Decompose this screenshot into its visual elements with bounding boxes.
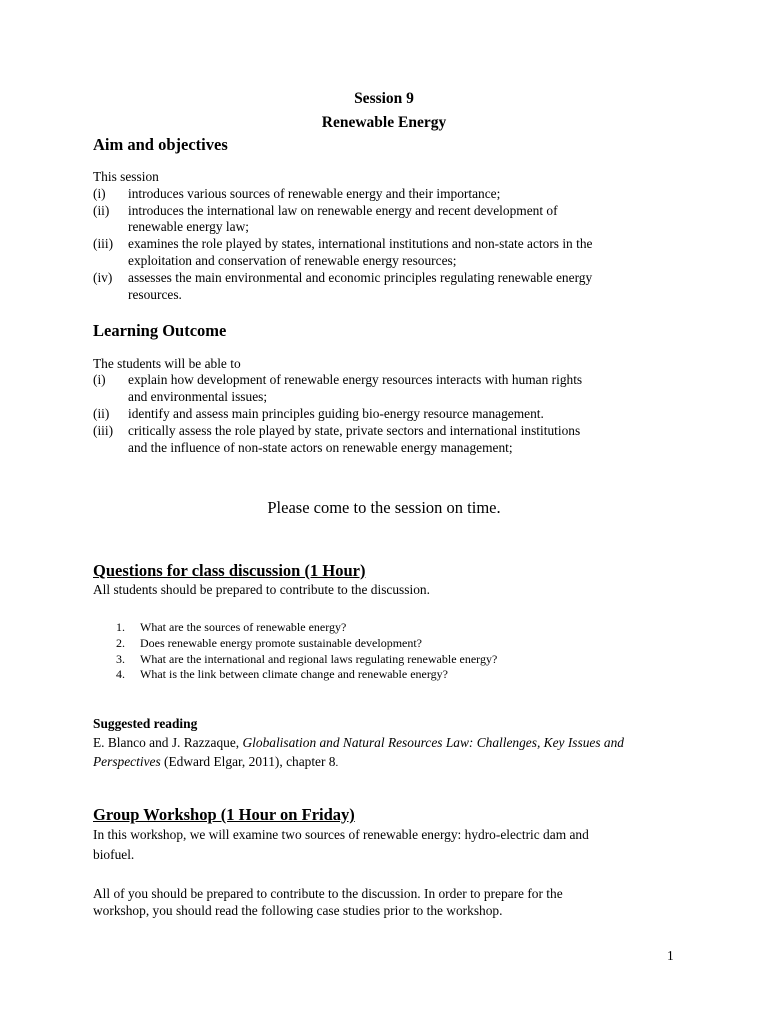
outcome-item-2-num: (ii)	[93, 406, 110, 421]
reading-citation-line1	[93, 735, 624, 751]
outcome-item-3-text-cont: and the influence of non-state actors on renewable energy management;	[128, 440, 513, 455]
aims-intro: This session	[93, 169, 159, 184]
question-3-num: 3.	[116, 652, 125, 666]
workshop-para2-line2: workshop, you should read the following case studies prior to the workshop.	[93, 903, 503, 918]
aims-item-4-text: assesses the main environmental and economic principles regulating renewable energy	[128, 270, 593, 285]
aims-item-3-num: (iii)	[93, 236, 114, 251]
discussion-intro: All students should be prepared to contribute to the discussion.	[93, 582, 430, 597]
question-4-num: 4.	[116, 667, 125, 681]
aims-item-2-text-cont: renewable energy law;	[128, 219, 249, 234]
workshop-para1-line1: In this workshop, we will examine two sources of renewable energy: hydro-electric dam and	[93, 827, 589, 842]
session-number: Session 9	[354, 90, 414, 107]
outcome-intro: The students will be able to	[93, 356, 241, 371]
question-3-text: What are the international and regional laws regulating renewable energy?	[140, 652, 498, 666]
outcome-item-1-text-cont: and environmental issues;	[128, 389, 268, 404]
discussion-heading: Questions for class discussion (1 Hour)	[93, 561, 366, 580]
aims-item-1-num: (i)	[93, 186, 106, 201]
reading-title: Globalisation and Natural Resources Law: Challenges, Key Issues and	[242, 735, 624, 750]
reading-title-cont: Perspectives	[93, 754, 161, 769]
aims-heading: Aim and objectives	[93, 135, 228, 154]
reading-authors: E. Blanco and J. Razzaque,	[93, 735, 243, 750]
question-2-num: 2.	[116, 636, 125, 650]
aims-item-4-text-cont: resources.	[128, 287, 182, 302]
reading-period: .	[335, 757, 339, 769]
workshop-heading: Group Workshop (1 Hour on Friday)	[93, 805, 355, 824]
workshop-para1-line2: biofuel.	[93, 847, 135, 862]
question-2-text: Does renewable energy promote sustainable development?	[140, 636, 423, 650]
page-number: 1	[667, 948, 674, 963]
aims-item-2-num: (ii)	[93, 203, 110, 218]
outcome-item-3-text: critically assess the role played by state, private sectors and international institutions	[128, 423, 581, 438]
reading-heading: Suggested reading	[93, 716, 198, 731]
aims-item-1-text: introduces various sources of renewable energy and their importance;	[128, 186, 501, 201]
session-topic: Renewable Energy	[321, 114, 447, 131]
aims-item-3-text: examines the role played by states, international institutions and non-state actors in the	[128, 236, 593, 251]
reading-citation-line2	[93, 754, 338, 770]
punctuality-notice: Please come to the session on time.	[267, 498, 501, 517]
aims-item-3-text-cont: exploitation and conservation of renewable energy resources;	[128, 253, 457, 268]
workshop-para2-line1: All of you should be prepared to contribute to the discussion. In order to prepare for the	[93, 886, 563, 901]
question-1-num: 1.	[116, 620, 125, 634]
aims-item-4-num: (iv)	[93, 270, 113, 285]
outcome-heading: Learning Outcome	[93, 321, 227, 340]
reading-publisher: (Edward Elgar, 2011), chapter 8	[160, 754, 336, 769]
outcome-item-3-num: (iii)	[93, 423, 114, 438]
question-4-text: What is the link between climate change and renewable energy?	[140, 667, 448, 681]
outcome-item-2-text: identify and assess main principles guiding bio-energy resource management.	[128, 406, 544, 421]
aims-item-2-text: introduces the international law on renewable energy and recent development of	[128, 203, 558, 218]
question-1-text: What are the sources of renewable energy?	[140, 620, 347, 634]
outcome-item-1-text: explain how development of renewable energy resources interacts with human rights	[128, 372, 583, 387]
outcome-item-1-num: (i)	[93, 372, 106, 387]
